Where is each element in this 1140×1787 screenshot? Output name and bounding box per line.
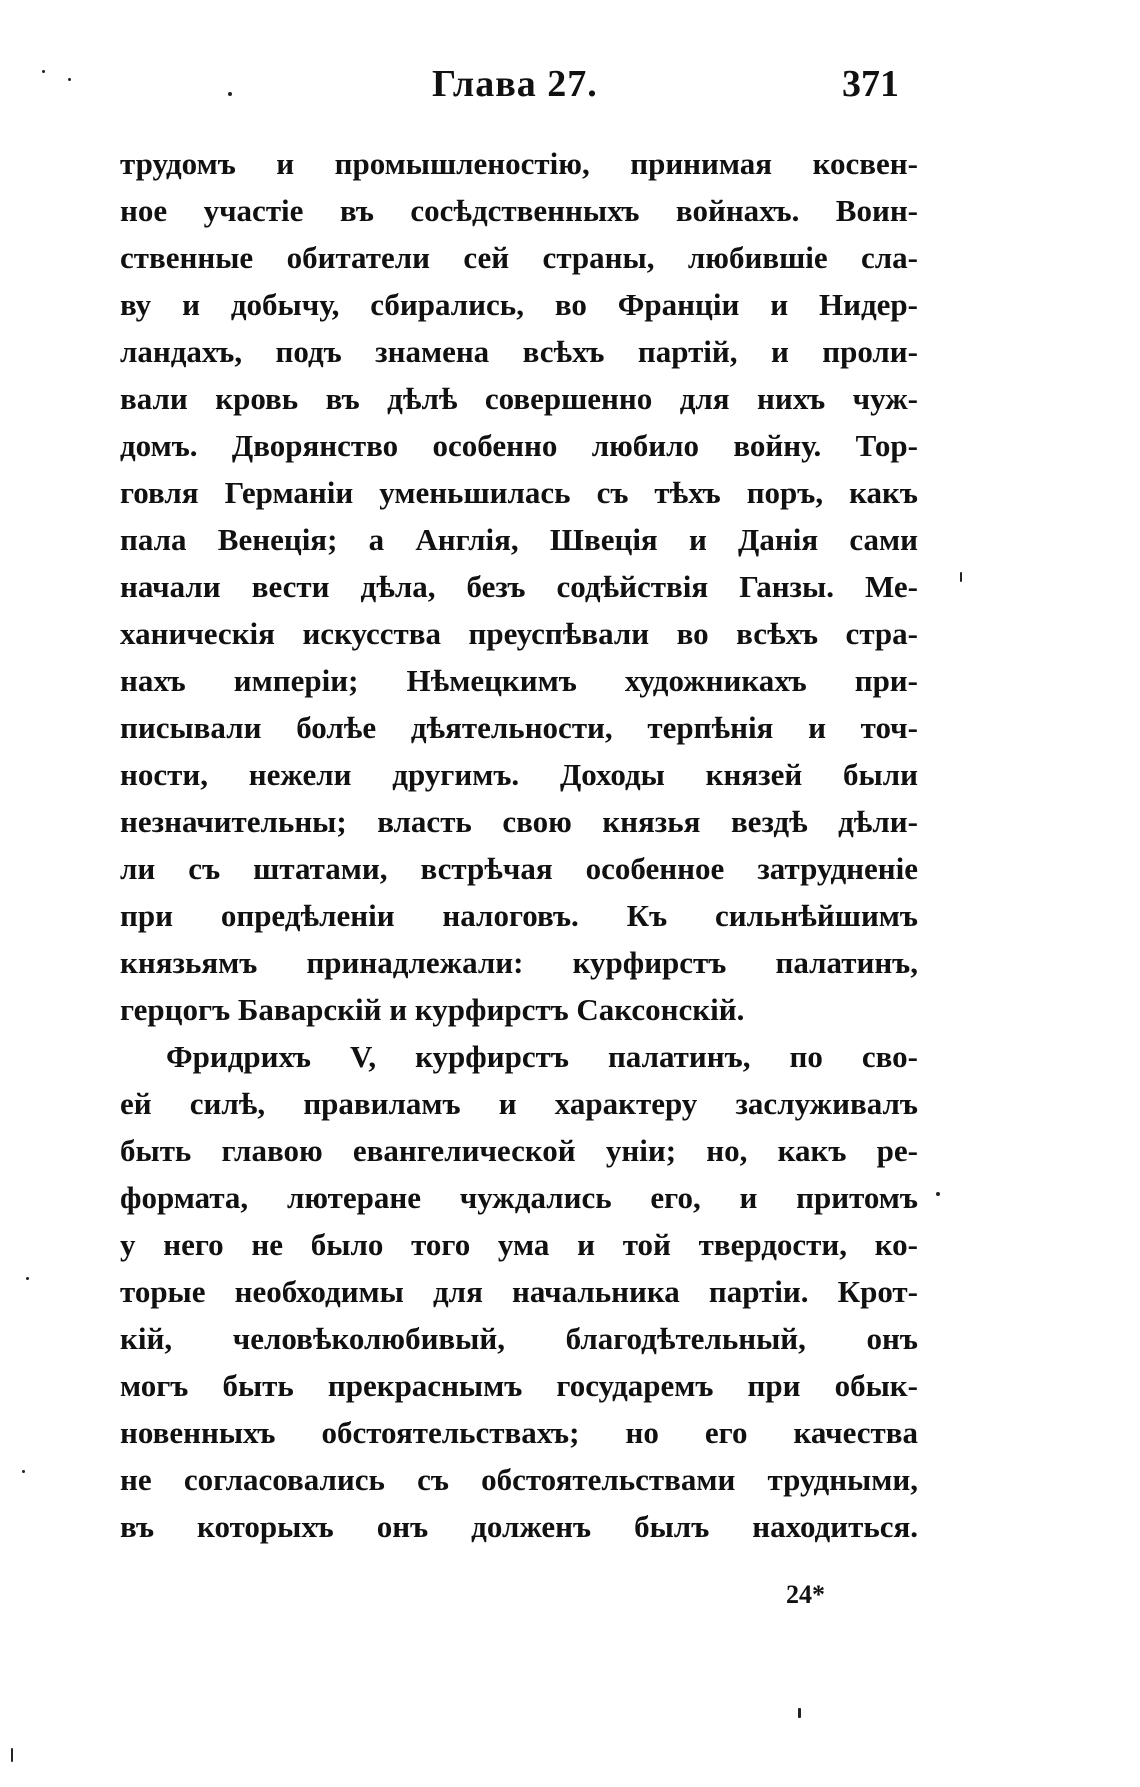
text-line: начали вести дѣла, безъ содѣйствія Ганзы. Ме-	[120, 569, 918, 604]
text-line: писывали болѣе дѣятельности, терпѣнія и точ-	[120, 710, 918, 745]
text-line: ей силѣ, правиламъ и характеру заслуживалъ	[120, 1086, 918, 1121]
scan-speck	[26, 1277, 29, 1280]
text-line: герцогъ Баварскій и курфирстъ Саксонскій.	[120, 992, 745, 1027]
text-line: ности, нежели другимъ. Доходы князей были	[120, 757, 918, 792]
scan-speck	[22, 1470, 25, 1473]
text-line: говля Германіи уменьшилась съ тѣхъ поръ, какъ	[120, 475, 918, 510]
text-line: пала Венеція; а Англія, Швеція и Данія сами	[120, 522, 918, 557]
scan-speck	[228, 92, 232, 96]
text-line: ли съ штатами, встрѣчая особенное затрудненіе	[120, 851, 918, 886]
paragraph-1	[120, 140, 918, 1033]
text-line: вали кровь въ дѣлѣ совершенно для нихъ чуж-	[120, 381, 918, 416]
scan-speck	[798, 1708, 801, 1718]
scan-speck	[68, 78, 71, 81]
body-text	[120, 140, 918, 1550]
running-head	[0, 62, 1140, 122]
text-line: незначительны; власть свою князья вездѣ дѣли-	[120, 804, 918, 839]
text-line: формата, лютеране чуждались его, и притомъ	[120, 1180, 918, 1215]
scan-speck	[960, 572, 962, 582]
chapter-title: Глава 27.	[432, 63, 598, 105]
text-line: ву и добычу, сбирались, во Франціи и Нидер-	[120, 287, 918, 322]
text-line: торые необходимы для начальника партіи. Крот-	[120, 1274, 918, 1309]
text-line: ландахъ, подъ знамена всѣхъ партій, и проли-	[120, 334, 918, 369]
text-line: Фридрихъ V, курфирстъ палатинъ, по сво-	[166, 1039, 918, 1074]
text-line: князьямъ принадлежали: курфирстъ палатинъ,	[120, 945, 918, 980]
paragraph-2	[120, 1033, 918, 1550]
scan-speck	[11, 1748, 13, 1762]
text-line: въ которыхъ онъ долженъ былъ находиться.	[120, 1509, 918, 1544]
text-line: ственные обитатели сей страны, любившіе сла-	[120, 240, 918, 275]
text-line: быть главою евангелической уніи; но, какъ ре-	[120, 1133, 918, 1168]
scan-speck	[936, 1192, 940, 1196]
text-line: у него не было того ума и той твердости, ко-	[120, 1227, 918, 1262]
text-line: не согласовались съ обстоятельствами трудными,	[120, 1462, 918, 1497]
text-line: трудомъ и промышленостію, принимая косвен-	[120, 146, 918, 181]
text-line: кій, человѣколюбивый, благодѣтельный, онъ	[120, 1321, 918, 1356]
text-line: ханическія искусства преуспѣвали во всѣхъ стра-	[120, 616, 918, 651]
page-number: 371	[842, 63, 899, 105]
text-line: нахъ имперіи; Нѣмецкимъ художникахъ при-	[120, 663, 918, 698]
text-line: ное участіе въ сосѣдственныхъ войнахъ. Воин-	[120, 193, 918, 228]
signature-mark: 24*	[786, 1580, 825, 1609]
text-line: новенныхъ обстоятельствахъ; но его качества	[120, 1415, 918, 1450]
text-line: при опредѣленіи налоговъ. Къ сильнѣйшимъ	[120, 898, 918, 933]
text-line: домъ. Дворянство особенно любило войну. Тор-	[120, 428, 918, 463]
scan-speck	[42, 70, 45, 73]
text-line: могъ быть прекраснымъ государемъ при обык-	[120, 1368, 918, 1403]
